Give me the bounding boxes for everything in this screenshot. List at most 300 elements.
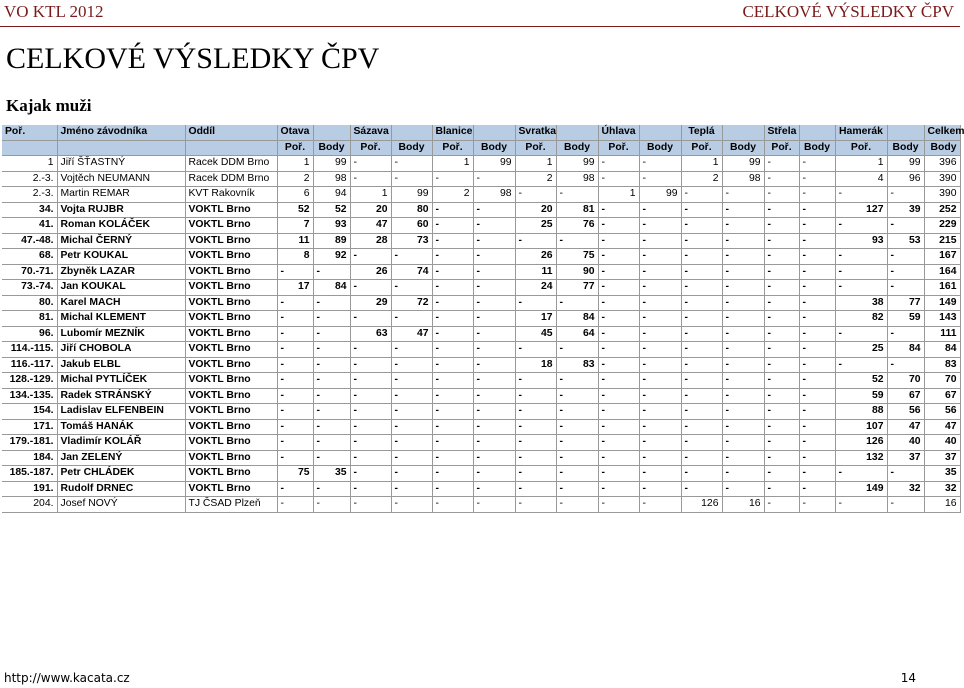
table-cell: -	[350, 419, 391, 435]
table-cell: -	[473, 388, 515, 404]
table-cell: 84	[887, 342, 924, 358]
table-cell: -	[639, 435, 681, 451]
table-cell: -	[639, 218, 681, 234]
table-cell: 84	[556, 311, 598, 327]
table-cell: VOKTL Brno	[185, 264, 277, 280]
table-cell: 107	[835, 419, 887, 435]
table-cell: Poř.	[432, 140, 473, 156]
table-cell: Teplá	[681, 125, 722, 140]
table-cell: Poř.	[764, 140, 799, 156]
table-cell: 88	[835, 404, 887, 420]
table-cell: 92	[313, 249, 350, 265]
table-cell: -	[473, 481, 515, 497]
table-cell: 2	[515, 171, 556, 187]
table-cell: 149	[835, 481, 887, 497]
table-cell: 70	[887, 373, 924, 389]
table-cell: Body	[391, 140, 432, 156]
table-cell: 80	[391, 202, 432, 218]
table-header-row	[2, 125, 960, 140]
table-cell: TJ ČSAD Plzeň	[185, 497, 277, 513]
table-cell: -	[515, 466, 556, 482]
table-cell: -	[799, 481, 835, 497]
table-cell: 20	[515, 202, 556, 218]
table-cell: 164	[924, 264, 960, 280]
table-cell: Otava	[277, 125, 313, 140]
table-cell: Sázava	[350, 125, 391, 140]
table-cell: 64	[556, 326, 598, 342]
table-cell: -	[598, 357, 639, 373]
table-cell: VOKTL Brno	[185, 280, 277, 296]
table-cell: 185.-187.	[2, 466, 57, 482]
table-cell: 82	[835, 311, 887, 327]
table-cell: 171.	[2, 419, 57, 435]
table-cell: -	[515, 233, 556, 249]
table-cell: 99	[391, 187, 432, 203]
table-cell: 16	[924, 497, 960, 513]
table-cell: -	[681, 202, 722, 218]
table-cell: Ladislav ELFENBEIN	[57, 404, 185, 420]
table-cell: -	[722, 450, 764, 466]
table-cell: 126	[835, 435, 887, 451]
table-cell: 70	[924, 373, 960, 389]
table-row	[2, 357, 960, 373]
table-cell: VOKTL Brno	[185, 295, 277, 311]
table-cell: Poř.	[835, 140, 887, 156]
table-cell: -	[556, 187, 598, 203]
table-cell: 98	[473, 187, 515, 203]
table-cell: 96	[887, 171, 924, 187]
table-cell: -	[432, 218, 473, 234]
table-cell: Úhlava	[598, 125, 639, 140]
table-cell: -	[556, 233, 598, 249]
table-cell: -	[432, 280, 473, 296]
table-cell: -	[887, 326, 924, 342]
table-cell: -	[639, 264, 681, 280]
table-row	[2, 404, 960, 420]
table-cell: -	[764, 450, 799, 466]
table-cell	[57, 140, 185, 156]
table-cell: -	[391, 171, 432, 187]
table-cell: -	[556, 373, 598, 389]
table-cell: -	[764, 311, 799, 327]
table-cell: -	[277, 311, 313, 327]
table-cell: -	[887, 466, 924, 482]
table-cell: -	[887, 280, 924, 296]
table-cell: -	[350, 373, 391, 389]
header-divider	[0, 26, 960, 27]
table-cell: 25	[835, 342, 887, 358]
table-cell: 67	[887, 388, 924, 404]
table-cell: -	[722, 249, 764, 265]
table-cell: -	[391, 481, 432, 497]
table-cell: -	[681, 280, 722, 296]
table-cell: 179.-181.	[2, 435, 57, 451]
header-left: VO KTL 2012	[4, 2, 104, 21]
table-cell	[887, 125, 924, 140]
table-cell: -	[313, 342, 350, 358]
table-cell: 18	[515, 357, 556, 373]
table-cell: 89	[313, 233, 350, 249]
table-cell: 11	[515, 264, 556, 280]
table-cell: -	[764, 171, 799, 187]
table-cell: -	[722, 342, 764, 358]
table-cell: 6	[277, 187, 313, 203]
table-cell: -	[835, 466, 887, 482]
table-cell: -	[556, 497, 598, 513]
table-cell: -	[432, 419, 473, 435]
table-cell: 35	[313, 466, 350, 482]
table-cell: -	[799, 202, 835, 218]
table-cell: -	[835, 264, 887, 280]
table-cell: 98	[556, 171, 598, 187]
table-cell: -	[764, 497, 799, 513]
table-cell: -	[639, 388, 681, 404]
table-cell: -	[681, 233, 722, 249]
table-cell: -	[639, 497, 681, 513]
table-row	[2, 249, 960, 265]
table-cell: 1	[681, 156, 722, 172]
table-cell: 99	[722, 156, 764, 172]
table-cell: -	[764, 202, 799, 218]
table-cell: 116.-117.	[2, 357, 57, 373]
table-cell: 7	[277, 218, 313, 234]
table-cell: -	[722, 295, 764, 311]
table-cell: 1	[2, 156, 57, 172]
table-cell: -	[350, 311, 391, 327]
table-row	[2, 342, 960, 358]
table-cell: -	[722, 357, 764, 373]
table-cell: -	[391, 419, 432, 435]
table-cell: 99	[639, 187, 681, 203]
table-cell: -	[473, 342, 515, 358]
table-cell	[473, 125, 515, 140]
table-cell: 16	[722, 497, 764, 513]
table-cell: -	[764, 326, 799, 342]
table-cell: -	[681, 326, 722, 342]
table-cell: 81.	[2, 311, 57, 327]
table-row	[2, 466, 960, 482]
table-cell: 20	[350, 202, 391, 218]
table-cell: -	[473, 202, 515, 218]
table-row	[2, 202, 960, 218]
table-cell: VOKTL Brno	[185, 342, 277, 358]
table-row	[2, 156, 960, 172]
table-cell: -	[639, 466, 681, 482]
table-cell: -	[432, 326, 473, 342]
table-cell: 52	[277, 202, 313, 218]
table-cell: Poř.	[598, 140, 639, 156]
table-cell: -	[639, 202, 681, 218]
table-cell: 94	[313, 187, 350, 203]
table-cell: Racek DDM Brno	[185, 156, 277, 172]
table-cell: -	[835, 357, 887, 373]
table-cell: -	[391, 388, 432, 404]
table-cell: -	[799, 311, 835, 327]
table-cell: 60	[391, 218, 432, 234]
table-cell: -	[639, 295, 681, 311]
table-cell: -	[556, 419, 598, 435]
table-row	[2, 233, 960, 249]
table-cell: -	[432, 466, 473, 482]
table-cell: 39	[887, 202, 924, 218]
table-cell: 93	[835, 233, 887, 249]
table-cell: -	[681, 218, 722, 234]
table-cell: -	[722, 280, 764, 296]
table-cell: -	[722, 404, 764, 420]
table-row	[2, 171, 960, 187]
table-cell: -	[764, 233, 799, 249]
table-cell: 77	[556, 280, 598, 296]
table-cell: -	[313, 311, 350, 327]
table-cell: 73	[391, 233, 432, 249]
table-cell: -	[799, 435, 835, 451]
table-row	[2, 295, 960, 311]
table-cell: Karel MACH	[57, 295, 185, 311]
table-cell: -	[722, 311, 764, 327]
table-cell: -	[350, 280, 391, 296]
table-cell: -	[473, 280, 515, 296]
table-cell: -	[681, 481, 722, 497]
table-cell: 52	[313, 202, 350, 218]
table-cell: VOKTL Brno	[185, 357, 277, 373]
table-cell: Jiří ŠŤASTNÝ	[57, 156, 185, 172]
table-cell: Body	[887, 140, 924, 156]
table-cell: 8	[277, 249, 313, 265]
table-cell: -	[835, 249, 887, 265]
table-cell: -	[764, 280, 799, 296]
table-cell	[722, 125, 764, 140]
table-cell: -	[277, 342, 313, 358]
table-cell: -	[432, 404, 473, 420]
table-cell: Jakub ELBL	[57, 357, 185, 373]
table-cell: -	[515, 295, 556, 311]
table-cell: 191.	[2, 481, 57, 497]
table-cell: Michal ČERNÝ	[57, 233, 185, 249]
table-cell: 204.	[2, 497, 57, 513]
table-cell: Poř.	[2, 125, 57, 140]
table-cell: -	[432, 264, 473, 280]
table-cell: -	[722, 326, 764, 342]
table-cell: -	[473, 419, 515, 435]
table-cell: 2.-3.	[2, 171, 57, 187]
table-cell: -	[799, 280, 835, 296]
table-cell: -	[722, 233, 764, 249]
table-row	[2, 373, 960, 389]
table-cell: -	[598, 404, 639, 420]
table-cell: -	[473, 311, 515, 327]
table-cell: 80.	[2, 295, 57, 311]
table-cell: -	[556, 481, 598, 497]
table-cell: -	[887, 497, 924, 513]
table-cell: -	[473, 295, 515, 311]
table-cell: 32	[887, 481, 924, 497]
table-cell: -	[598, 156, 639, 172]
table-cell: -	[799, 357, 835, 373]
table-cell: -	[350, 481, 391, 497]
table-cell	[391, 125, 432, 140]
table-cell: -	[835, 280, 887, 296]
table-cell: -	[799, 326, 835, 342]
table-cell: -	[681, 466, 722, 482]
table-cell: -	[473, 326, 515, 342]
table-cell: -	[799, 373, 835, 389]
table-cell: -	[598, 326, 639, 342]
footer-page-number: 14	[900, 671, 916, 685]
table-cell: -	[313, 295, 350, 311]
table-cell: KVT Rakovník	[185, 187, 277, 203]
table-cell: 83	[924, 357, 960, 373]
table-cell: -	[473, 497, 515, 513]
table-cell: -	[764, 388, 799, 404]
table-cell: 47	[924, 419, 960, 435]
table-cell: Lubomír MEZNÍK	[57, 326, 185, 342]
table-cell: -	[391, 373, 432, 389]
table-cell: -	[681, 450, 722, 466]
table-cell: 93	[313, 218, 350, 234]
table-cell: -	[391, 450, 432, 466]
table-row	[2, 326, 960, 342]
table-cell: VOKTL Brno	[185, 466, 277, 482]
table-cell: -	[598, 171, 639, 187]
table-cell: -	[473, 218, 515, 234]
table-cell: -	[799, 156, 835, 172]
table-cell: 84	[313, 280, 350, 296]
table-cell: -	[764, 187, 799, 203]
table-cell: 74	[391, 264, 432, 280]
table-cell: Poř.	[350, 140, 391, 156]
table-cell: 70.-71.	[2, 264, 57, 280]
table-cell: -	[473, 249, 515, 265]
table-cell: 52	[835, 373, 887, 389]
table-cell: -	[515, 435, 556, 451]
table-cell: 26	[515, 249, 556, 265]
table-row	[2, 450, 960, 466]
table-cell: Body	[924, 140, 960, 156]
table-cell: -	[799, 249, 835, 265]
page-title: CELKOVÉ VÝSLEDKY ČPV	[6, 42, 380, 75]
table-cell: -	[556, 295, 598, 311]
table-cell: 40	[887, 435, 924, 451]
table-cell: -	[432, 481, 473, 497]
table-cell: -	[515, 187, 556, 203]
table-cell: -	[799, 388, 835, 404]
table-cell: -	[598, 481, 639, 497]
table-row	[2, 280, 960, 296]
table-cell: -	[313, 326, 350, 342]
table-row	[2, 419, 960, 435]
table-cell: -	[277, 419, 313, 435]
table-cell: -	[473, 466, 515, 482]
table-cell: Blanice	[432, 125, 473, 140]
table-cell: 32	[924, 481, 960, 497]
table-cell	[185, 140, 277, 156]
table-cell: -	[799, 342, 835, 358]
table-cell: Poř.	[277, 140, 313, 156]
table-cell: -	[350, 404, 391, 420]
table-cell: 1	[277, 156, 313, 172]
table-cell: -	[277, 357, 313, 373]
table-cell: Josef NOVÝ	[57, 497, 185, 513]
table-cell	[799, 125, 835, 140]
table-cell: 68.	[2, 249, 57, 265]
table-cell: 2	[277, 171, 313, 187]
table-cell: 47.-48.	[2, 233, 57, 249]
table-cell: -	[598, 373, 639, 389]
table-cell: Hamerák	[835, 125, 887, 140]
table-cell: -	[835, 326, 887, 342]
table-cell: -	[598, 249, 639, 265]
header-right: CELKOVÉ VÝSLEDKY ČPV	[742, 2, 954, 21]
table-cell: -	[799, 295, 835, 311]
table-cell: 161	[924, 280, 960, 296]
table-cell: -	[391, 357, 432, 373]
table-cell: 47	[350, 218, 391, 234]
table-cell: Body	[313, 140, 350, 156]
table-cell: -	[598, 280, 639, 296]
table-cell: 28	[350, 233, 391, 249]
table-cell: 53	[887, 233, 924, 249]
table-cell: 56	[887, 404, 924, 420]
table-cell: -	[598, 218, 639, 234]
table-cell: 134.-135.	[2, 388, 57, 404]
table-cell: -	[350, 156, 391, 172]
table-cell: 2	[681, 171, 722, 187]
table-cell: -	[515, 404, 556, 420]
table-cell: VOKTL Brno	[185, 326, 277, 342]
table-cell: -	[722, 419, 764, 435]
table-cell: Rudolf DRNEC	[57, 481, 185, 497]
table-cell: -	[432, 202, 473, 218]
table-cell: -	[473, 171, 515, 187]
table-cell: -	[681, 373, 722, 389]
table-cell: 73.-74.	[2, 280, 57, 296]
table-cell: 1	[598, 187, 639, 203]
table-cell: Oddíl	[185, 125, 277, 140]
table-cell: -	[277, 388, 313, 404]
table-cell: -	[639, 326, 681, 342]
table-cell: -	[639, 419, 681, 435]
table-cell: -	[681, 419, 722, 435]
table-cell: Body	[799, 140, 835, 156]
table-cell: 2	[432, 187, 473, 203]
table-cell: -	[722, 264, 764, 280]
table-cell: -	[473, 373, 515, 389]
table-cell: -	[473, 264, 515, 280]
table-cell: -	[764, 342, 799, 358]
table-cell: -	[764, 466, 799, 482]
table-cell: -	[598, 388, 639, 404]
table-cell: VOKTL Brno	[185, 249, 277, 265]
table-cell: Vladimír KOLÁŘ	[57, 435, 185, 451]
table-cell: 47	[887, 419, 924, 435]
table-cell: Svratka	[515, 125, 556, 140]
table-cell: -	[764, 419, 799, 435]
results-table	[2, 125, 964, 513]
table-cell: 390	[924, 171, 960, 187]
table-cell: 98	[722, 171, 764, 187]
table-cell: -	[764, 249, 799, 265]
table-cell: -	[432, 388, 473, 404]
table-cell: -	[432, 295, 473, 311]
table-cell: 81	[556, 202, 598, 218]
table-cell: -	[681, 435, 722, 451]
table-cell: -	[556, 450, 598, 466]
table-cell: Martin REMAR	[57, 187, 185, 203]
table-cell: -	[313, 404, 350, 420]
table-cell: 99	[473, 156, 515, 172]
table-cell: -	[764, 404, 799, 420]
table-cell: -	[556, 388, 598, 404]
